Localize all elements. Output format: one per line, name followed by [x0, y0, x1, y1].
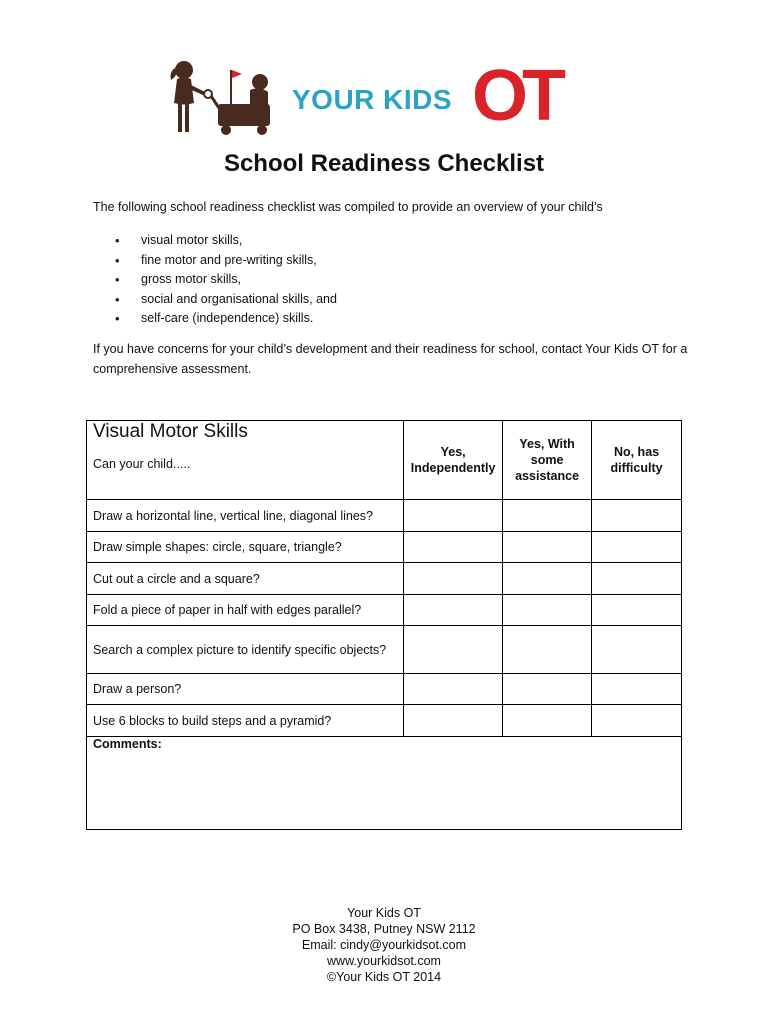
- concern-text: If you have concerns for your child’s development and their readiness for school, contact Your Kids OT for a comprehensive assessment.: [93, 342, 688, 376]
- list-item: [115, 231, 337, 251]
- answer-cell-independently[interactable]: [404, 595, 503, 626]
- bullet-icon: •: [115, 272, 120, 287]
- table-row: [87, 705, 682, 737]
- bullet-icon: •: [115, 291, 120, 307]
- question-cell: Draw a horizontal line, vertical line, diagonal lines?: [87, 500, 404, 532]
- list-item-text: social and organisational skills, and: [141, 291, 337, 306]
- bullet-icon: •: [115, 252, 120, 268]
- bullet-icon: •: [115, 233, 120, 248]
- intro-text: The following school readiness checklist was compiled to provide an overview of your child’s: [93, 200, 603, 214]
- answer-cell-with-assistance[interactable]: [503, 532, 592, 563]
- answer-cell-difficulty[interactable]: [592, 500, 682, 532]
- table-row: [87, 563, 682, 595]
- list-item-text: self-care (independence) skills.: [141, 311, 314, 325]
- brand-ot: OT: [472, 56, 560, 136]
- section-title: Visual Motor Skills: [93, 421, 248, 442]
- answer-cell-independently[interactable]: [404, 626, 503, 674]
- column-header-difficulty: No, has difficulty: [592, 421, 682, 500]
- list-item-text: gross motor skills,: [141, 272, 242, 286]
- answer-cell-difficulty[interactable]: [592, 563, 682, 595]
- table-row: [87, 595, 682, 626]
- footer-copyright: ©Your Kids OT 2014: [326, 970, 442, 984]
- skills-list: [115, 231, 337, 329]
- answer-cell-with-assistance[interactable]: [503, 500, 592, 532]
- question-cell: Draw simple shapes: circle, square, triangle?: [87, 532, 404, 563]
- answer-cell-with-assistance[interactable]: [503, 674, 592, 705]
- answer-cell-with-assistance[interactable]: [503, 626, 592, 674]
- answer-cell-independently[interactable]: [404, 674, 503, 705]
- table-row: [87, 500, 682, 532]
- question-cell: Use 6 blocks to build steps and a pyramid?: [87, 705, 404, 737]
- question-cell: Fold a piece of paper in half with edges parallel?: [87, 595, 404, 626]
- list-item: [115, 270, 337, 290]
- footer-email: Email: cindy@yourkidsot.com: [301, 938, 467, 952]
- answer-cell-independently[interactable]: [404, 563, 503, 595]
- list-item-text: visual motor skills,: [141, 233, 243, 247]
- list-item: [115, 290, 337, 310]
- answer-cell-with-assistance[interactable]: [503, 595, 592, 626]
- answer-cell-independently[interactable]: [404, 500, 503, 532]
- question-cell: Search a complex picture to identify specific objects?: [87, 626, 404, 674]
- answer-cell-difficulty[interactable]: [592, 595, 682, 626]
- answer-cell-difficulty[interactable]: [592, 674, 682, 705]
- list-item: [115, 309, 337, 329]
- footer-contact: [0, 905, 768, 985]
- page-title: School Readiness Checklist: [223, 150, 545, 177]
- footer-website: www.yourkidsot.com: [327, 954, 441, 968]
- visual-motor-checklist-table: [86, 420, 682, 830]
- answer-cell-independently[interactable]: [404, 705, 503, 737]
- list-item-text: fine motor and pre-writing skills,: [141, 252, 317, 267]
- brand-name: YOUR KIDS: [292, 84, 453, 115]
- table-row: [87, 532, 682, 563]
- brand-logo: [164, 56, 584, 144]
- section-subtitle: Can your child.....: [93, 457, 191, 471]
- answer-cell-difficulty[interactable]: [592, 532, 682, 563]
- table-row: [87, 626, 682, 674]
- answer-cell-difficulty[interactable]: [592, 705, 682, 737]
- footer-address: PO Box 3438, Putney NSW 2112: [292, 922, 476, 936]
- footer-company: Your Kids OT: [347, 906, 421, 920]
- bullet-icon: •: [115, 311, 120, 326]
- section-header-cell: [87, 421, 404, 500]
- answer-cell-with-assistance[interactable]: [503, 705, 592, 737]
- column-header-with-assistance: Yes, With some assistance: [503, 421, 592, 500]
- answer-cell-independently[interactable]: [404, 532, 503, 563]
- answer-cell-with-assistance[interactable]: [503, 563, 592, 595]
- table-row: [87, 674, 682, 705]
- question-cell: Cut out a circle and a square?: [87, 563, 404, 595]
- kids-wagon-icon: [164, 56, 274, 140]
- comments-label: Comments:: [93, 737, 162, 751]
- list-item: [115, 251, 337, 271]
- answer-cell-difficulty[interactable]: [592, 626, 682, 674]
- question-cell: Draw a person?: [87, 674, 404, 705]
- comments-field[interactable]: [87, 737, 682, 830]
- table-header-row: [87, 421, 682, 500]
- comments-row: [87, 737, 682, 830]
- column-header-independently: Yes, Independently: [404, 421, 503, 500]
